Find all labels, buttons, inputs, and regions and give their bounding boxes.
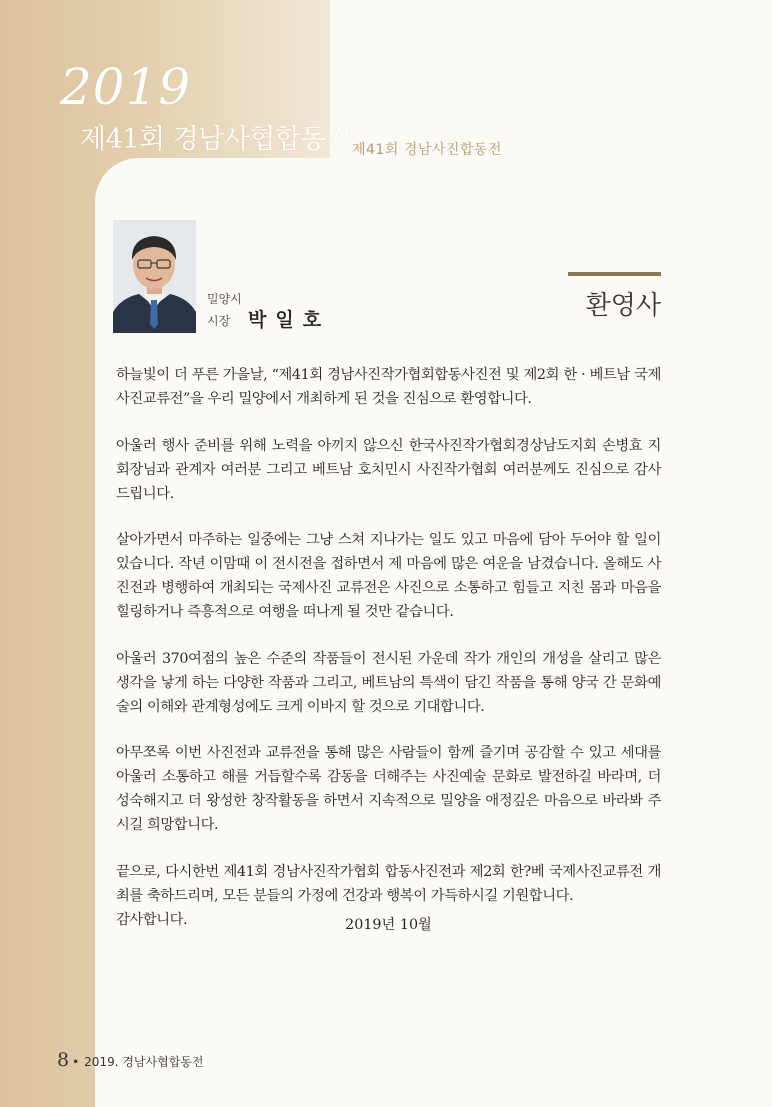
letter-date: 2019년 10월	[345, 917, 432, 933]
page-number: 8	[57, 1049, 70, 1071]
paragraph: 살아가면서 마주하는 일중에는 그냥 스쳐 지나가는 일도 있고 마음에 담아 두어야 할 일이 있습니다. 작년 이맘때 이 전시전을 접하면서 제 마음에 많은 여운을 남겼습니다. 올해도 사진전과 병행하여 개최되는 국제사진 교류전은 사진으로 소통하고 힘들고 지친 몸과 마음을 힐링하거나 즉흥적으로 여행을 떠나게 될 것만 같습니다.	[116, 532, 661, 620]
signature-city: 밀양시	[207, 292, 242, 306]
paragraph: 아무쪼록 이번 사진전과 교류전을 통해 많은 사람들이 함께 즐기며 공감할 수 있고 세대를 아울러 소통하고 해를 거듭할수록 감동을 더해주는 사진예술 문화로 발전하길 바라며, 더 성숙해지고 더 왕성한 창작활동을 하면서 지속적으로 밀양을 애정깊은 마음으로 바라봐 주시길 희망합니다.	[116, 745, 661, 833]
heading-rule	[568, 272, 661, 276]
signature-name: 박일호	[248, 309, 331, 331]
paragraph: 하늘빛이 더 푸른 가을날, “제41회 경남사진작가협회합동사진전 및 제2회 한 · 베트남 국제사진교류전”을 우리 밀양에서 개최하게 된 것을 진심으로 환영합니다.	[116, 367, 661, 407]
exhibition-title: 제41회 경남사협합동전	[80, 124, 352, 155]
page-footer	[57, 1049, 204, 1071]
portrait-illustration	[113, 220, 196, 333]
closing-line: 감사합니다.	[116, 911, 188, 928]
paragraph: 끝으로, 다시한번 제41회 경남사진작가협회 합동사진전과 제2회 한?베 국제사진교류전 개최를 축하드리며, 모든 분들의 가정에 건강과 행복이 가득하시길 기원합니다.	[116, 863, 661, 904]
welcome-letter-body	[116, 363, 661, 954]
mayor-portrait-photo	[113, 220, 196, 333]
signature-title: 시장	[207, 314, 231, 328]
paragraph: 아울러 370여점의 높은 수준의 작품들이 전시된 가운데 작가 개인의 개성을 살리고 많은 생각을 낳게 하는 다양한 작품과 그리고, 베트남의 특색이 담긴 작품을 통해 양국 간 문화예술의 이해와 관계형성에도 크게 이바지 할 것으로 기대합니다.	[116, 650, 661, 715]
paragraph: 아울러 행사 준비를 위해 노력을 아끼지 않으신 한국사진작가협회경상남도지회 손병효 지회장님과 관계자 여러분 그리고 베트남 호치민시 사진작가협회 여러분께도 진심으로 감사드립니다.	[116, 437, 661, 502]
page-heading: 환영사	[585, 291, 661, 321]
header-year: 2019	[60, 58, 192, 116]
footer-publication-title: 2019. 경남사협합동전	[84, 1055, 204, 1069]
footer-bullet: •	[72, 1055, 80, 1069]
header-subtitle: 제41회 경남사진합동전	[352, 142, 502, 158]
